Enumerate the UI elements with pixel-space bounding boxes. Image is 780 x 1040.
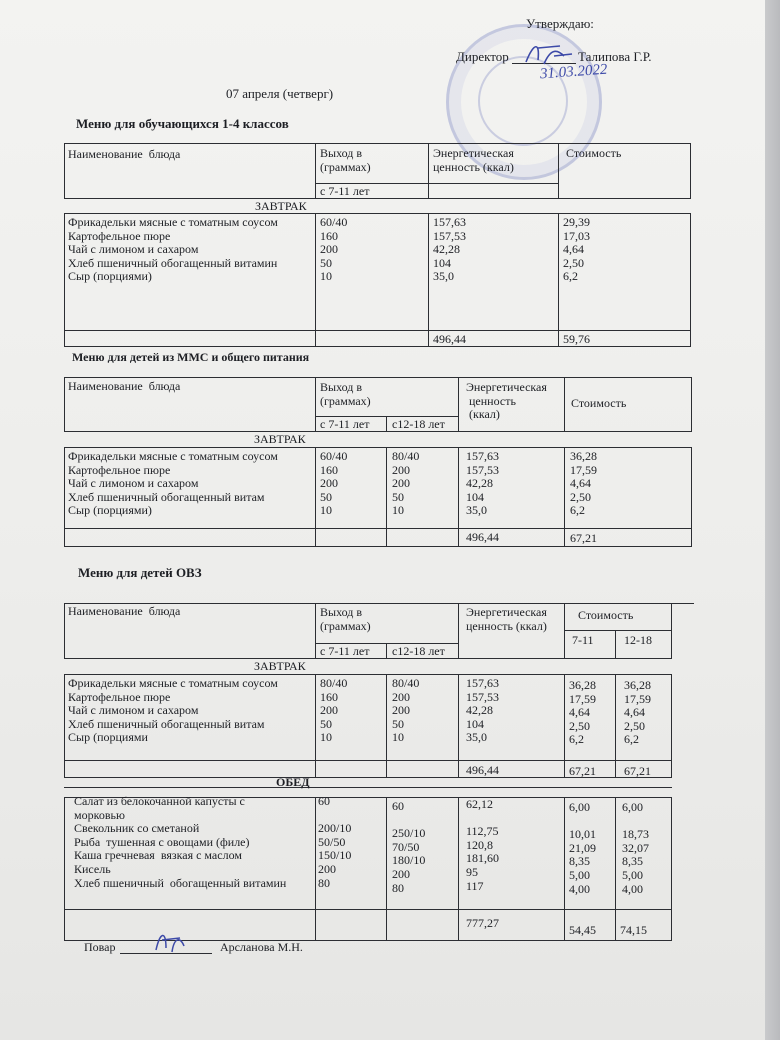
t3-breakfast-total-energy: 496,44 (466, 763, 499, 777)
page-edge (765, 0, 780, 1040)
t2-total-energy: 496,44 (466, 530, 499, 544)
t1-header-output: Выход в (граммах) (320, 146, 371, 174)
t3-line (64, 797, 65, 940)
t2-line (64, 528, 692, 529)
t2-outputs-7-11: 60/40 160 200 50 10 (320, 449, 348, 518)
table3-title: Меню для детей ОВЗ (78, 565, 202, 580)
t2-line (315, 377, 316, 431)
t3-breakfast-total-cost-7-11: 67,21 (569, 764, 596, 778)
t1-line (428, 213, 429, 346)
t3-line (564, 603, 565, 658)
table2-title: Меню для детей из МMС и общего питания (72, 350, 310, 364)
t3-line (615, 674, 616, 777)
t3-header-age1: с 7-11 лет (320, 644, 370, 658)
t3-line (386, 643, 387, 658)
t3-header-age2: с12-18 лет (392, 644, 445, 658)
t2-line (458, 447, 459, 546)
t1-line (64, 213, 65, 346)
t3-header-cost: Стоимость (578, 608, 634, 622)
t3-line (564, 674, 565, 777)
t2-header-age1: с 7-11 лет (320, 417, 370, 431)
approve-label: Утверждаю: (526, 16, 594, 31)
t1-total-cost: 59,76 (563, 332, 590, 346)
t1-line (690, 213, 691, 346)
t3-lunch-total-energy: 777,27 (466, 916, 499, 930)
t3-breakfast-outputs-7-11: 80/40 160 200 50 10 (320, 676, 348, 745)
t2-outputs-12-18: 80/40 200 200 50 10 (392, 449, 420, 518)
t3-header-cost-12-18: 12-18 (624, 633, 652, 647)
t2-header-age2: с12-18 лет (392, 417, 445, 431)
t3-lunch-outputs-12-18: 60 250/10 70/50 180/10 200 80 (392, 799, 426, 895)
t1-line (315, 213, 316, 346)
t1-header-age: с 7-11 лет (320, 184, 370, 198)
t2-line (64, 447, 65, 546)
t3-lunch-cost-12-18: 6,00 18,73 32,07 8,35 5,00 4,00 (622, 800, 649, 896)
t3-line (64, 674, 672, 675)
t2-cost: 36,28 17,59 4,64 2,50 6,2 (570, 449, 597, 518)
t3-header-energy: Энергетическая ценность (ккал) (466, 605, 547, 633)
t3-line (615, 797, 616, 940)
t3-line (315, 674, 316, 777)
t3-breakfast-total-cost-12-18: 67,21 (624, 764, 651, 778)
t3-line (458, 797, 459, 940)
t2-energy: 157,63 157,53 42,28 104 35,0 (466, 449, 499, 518)
director-label: Директор (456, 49, 509, 64)
t3-line (64, 603, 65, 658)
director-name: Талипова Г.Р. (578, 49, 652, 64)
t1-header-name: Наименование блюда (68, 147, 181, 161)
t3-line (315, 603, 316, 658)
table1-title: Меню для обучающихся 1-4 классов (76, 116, 289, 131)
t3-line (671, 797, 672, 940)
t3-line (564, 630, 672, 631)
t2-total-cost: 67,21 (570, 531, 597, 545)
t1-dish-names: Фрикадельки мясные с томатным соусом Картофельное пюре Чай с лимоном и сахаром Хлеб пшеничный обогащенный витамин Сыр (порциями) (68, 215, 278, 284)
t1-line (690, 143, 691, 198)
t3-line (564, 797, 565, 940)
t1-line (64, 213, 691, 214)
t3-lunch-energy: 62,12 112,75 120,8 181,60 95 117 (466, 797, 499, 893)
t1-header-cost: Стоимость (566, 146, 622, 160)
t3-line (386, 797, 387, 940)
t3-breakfast-cost-7-11: 36,28 17,59 4,64 2,50 6,2 (569, 678, 596, 747)
t1-line (558, 213, 559, 346)
t2-line (386, 416, 387, 431)
t3-lunch-cost-7-11: 6,00 10,01 21,09 8,35 5,00 4,00 (569, 800, 596, 896)
stamp-date: 31.03.2022 (539, 61, 608, 83)
t2-line (386, 447, 387, 546)
t1-line (64, 346, 691, 347)
t2-line (64, 377, 692, 378)
t3-header-name: Наименование блюда (68, 604, 181, 618)
t2-line (64, 377, 65, 431)
t1-line (315, 143, 316, 198)
t3-lunch-total-cost-7-11: 54,45 (569, 923, 596, 937)
t1-line (64, 143, 691, 144)
t2-line (691, 447, 692, 546)
t3-lunch-total-cost-12-18: 74,15 (620, 923, 647, 937)
t3-line (671, 674, 672, 777)
t3-lunch-names: Салат из белокочанной капусты с морковью Свекольник со сметаной Рыба тушенная с овощами (филе) Каша гречневая вязкая с маслом Кисель Хлеб пшеничный обогащенный витамин (74, 794, 287, 890)
t2-line (315, 447, 316, 546)
t3-line (386, 674, 387, 777)
menu-date: 07 апреля (четверг) (226, 86, 334, 101)
t1-meal: ЗАВТРАК (255, 199, 307, 213)
t3-line (458, 603, 459, 658)
t2-line (64, 431, 692, 432)
t3-breakfast-outputs-12-18: 80/40 200 200 50 10 (392, 676, 420, 745)
t1-line (558, 143, 559, 198)
t3-breakfast-energy: 157,63 157,53 42,28 104 35,0 (466, 676, 499, 745)
t1-cost: 29,39 17,03 4,64 2,50 6,2 (563, 215, 590, 284)
t3-line (315, 797, 316, 940)
t1-outputs: 60/40 160 200 50 10 (320, 215, 348, 284)
t2-line (564, 377, 565, 431)
t1-line (64, 198, 691, 199)
t2-meal: ЗАВТРАК (254, 432, 306, 446)
t2-line (458, 377, 459, 431)
t2-header-energy: Энергетическая ценность (ккал) (466, 380, 547, 422)
t1-total-energy: 496,44 (433, 332, 466, 346)
t2-header-cost: Стоимость (571, 396, 627, 410)
t3-breakfast-names: Фрикадельки мясные с томатным соусом Картофельное пюре Чай с лимоном и сахаром Хлеб пшеничный обогащенный витам Сыр (порциями (68, 676, 278, 745)
t3-meal-lunch: ОБЕД (276, 775, 310, 789)
t2-header-output: Выход в (граммах) (320, 380, 371, 408)
cook-label: Повар (84, 940, 116, 954)
t3-meal-breakfast: ЗАВТРАК (254, 659, 306, 673)
t3-line (671, 603, 672, 658)
cook-signature (150, 926, 190, 956)
t2-dish-names: Фрикадельки мясные с томатным соусом Картофельное пюре Чай с лимоном и сахаром Хлеб пшеничный обогащенный витам Сыр (порциями) (68, 449, 278, 518)
t3-line (64, 760, 672, 761)
cook-name: Арсланова М.Н. (220, 940, 303, 954)
t1-line (64, 330, 691, 331)
t2-line (64, 447, 692, 448)
t3-header-output: Выход в (граммах) (320, 605, 371, 633)
t1-energy: 157,63 157,53 42,28 104 35,0 (433, 215, 466, 284)
t1-line (428, 143, 429, 198)
t3-line (64, 787, 672, 788)
t3-line (615, 630, 616, 658)
t3-line (458, 674, 459, 777)
t2-line (691, 377, 692, 431)
t2-line (64, 546, 692, 547)
t3-header-cost-7-11: 7-11 (572, 633, 594, 647)
t3-line (64, 909, 672, 910)
t3-lunch-outputs-7-11: 60 200/10 50/50 150/10 200 80 (318, 794, 352, 890)
t3-breakfast-cost-12-18: 36,28 17,59 4,64 2,50 6,2 (624, 678, 651, 747)
t1-line (64, 143, 65, 198)
t3-line (64, 674, 65, 777)
t1-header-energy: Энергетическая ценность (ккал) (433, 146, 514, 174)
t2-header-name: Наименование блюда (68, 379, 181, 393)
t2-line (564, 447, 565, 546)
